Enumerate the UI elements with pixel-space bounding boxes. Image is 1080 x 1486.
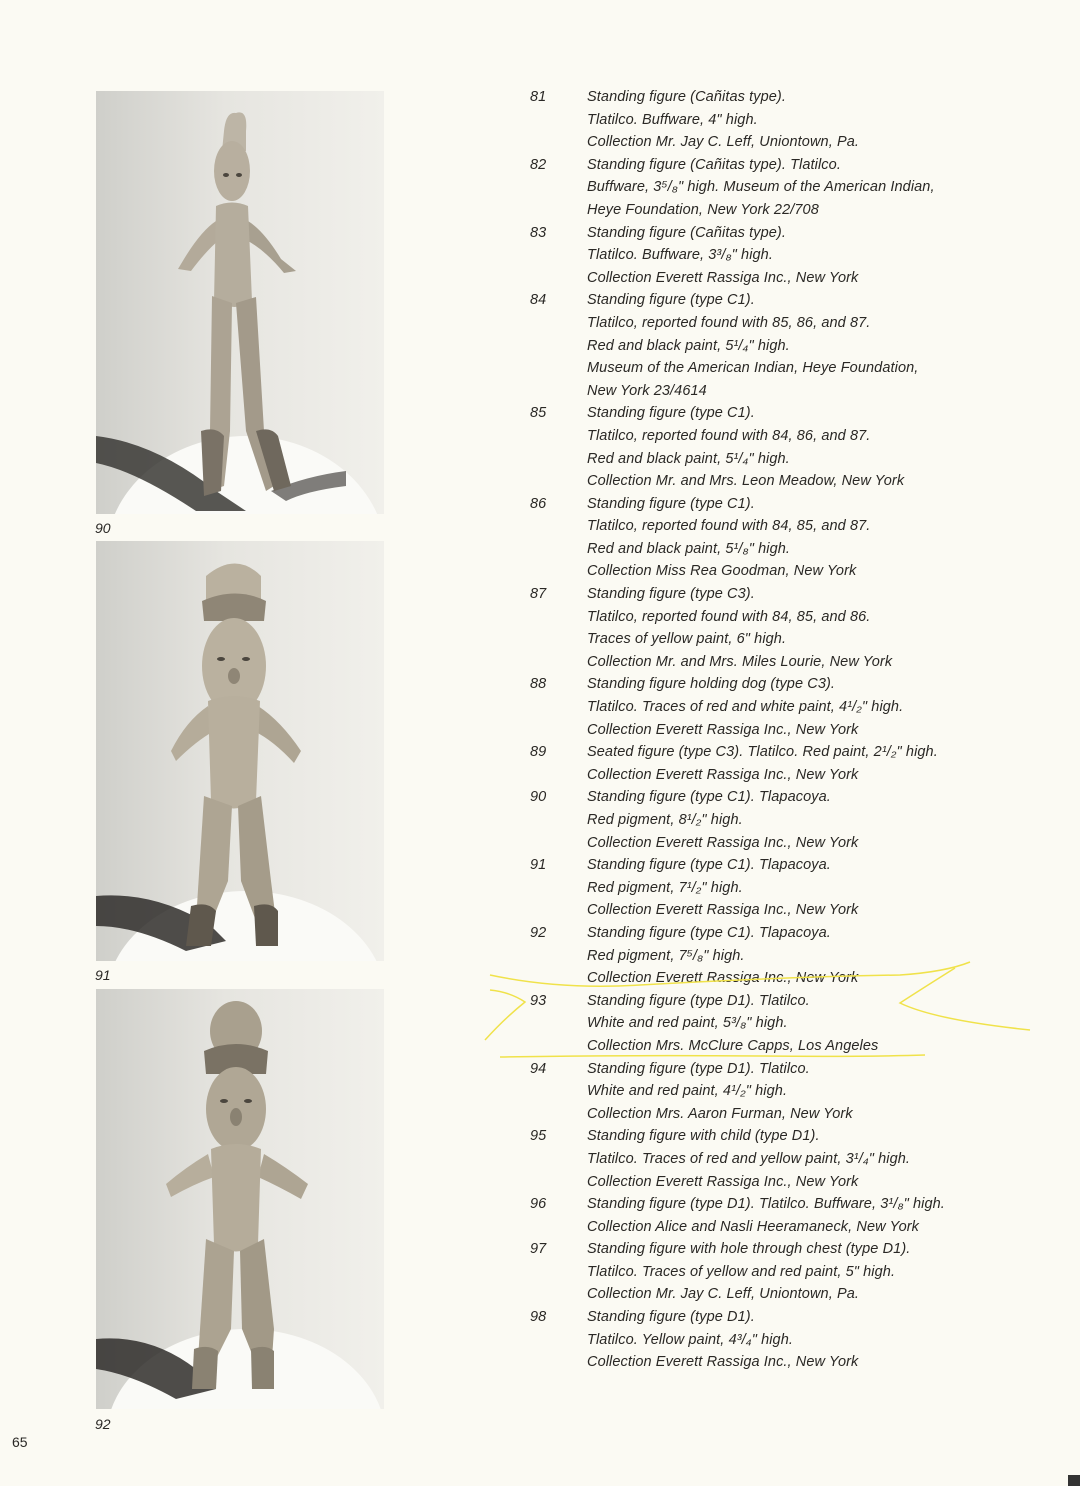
entry-line: Standing figure (Cañitas type). bbox=[587, 89, 786, 105]
catalog-entry-91 bbox=[520, 854, 980, 922]
catalog-entry-85 bbox=[520, 402, 980, 492]
entry-line: Collection Mr. Jay C. Leff, Uniontown, Pa. bbox=[587, 134, 860, 151]
entry-line: Tlatilco. Buffware, 3³/₈" high. bbox=[587, 247, 773, 264]
entry-description bbox=[587, 583, 980, 673]
scan-corner-mark bbox=[1068, 1475, 1080, 1486]
entry-line: Collection Everett Rassiga Inc., New York bbox=[587, 269, 859, 286]
entry-line: Collection Everett Rassiga Inc., New York bbox=[587, 970, 859, 987]
entry-line: Collection Mr. and Mrs. Miles Lourie, New York bbox=[587, 653, 893, 670]
entry-line: Buffware, 3⁵/₈" high. Museum of the American Indian, bbox=[587, 179, 935, 196]
entry-line: Tlatilco. Buffware, 4" high. bbox=[587, 111, 758, 128]
entry-line: Tlatilco. Traces of red and white paint, 4¹/₂" high. bbox=[587, 699, 904, 716]
entry-description bbox=[587, 1306, 980, 1374]
entry-line: Collection Alice and Nasli Heeramaneck, New York bbox=[587, 1218, 920, 1235]
entry-description bbox=[587, 922, 980, 990]
entry-description bbox=[587, 1125, 980, 1193]
figurine-illustration bbox=[96, 541, 384, 961]
entry-line: Traces of yellow paint, 6" high. bbox=[587, 631, 787, 648]
entry-line: Standing figure (type C1). Tlapacoya. bbox=[587, 857, 831, 874]
entry-description bbox=[587, 154, 980, 222]
entry-line: Standing figure (type D1). Tlatilco. Buffware, 3¹/₈" high. bbox=[587, 1196, 945, 1213]
entry-line: Collection Mr. and Mrs. Leon Meadow, New York bbox=[587, 473, 905, 490]
entry-line: Standing figure (type C1). Tlapacoya. bbox=[587, 789, 831, 806]
catalog-entry-82 bbox=[520, 154, 980, 222]
entry-number: 89 bbox=[530, 744, 547, 761]
entry-number: 98 bbox=[530, 1309, 547, 1326]
entry-line: Standing figure (Cañitas type). Tlatilco. bbox=[587, 156, 841, 173]
entry-number: 96 bbox=[530, 1196, 547, 1213]
entry-line: Collection Everett Rassiga Inc., New York bbox=[587, 721, 859, 738]
entry-line: Standing figure (type C1). bbox=[587, 292, 755, 309]
page-number: 65 bbox=[12, 1434, 28, 1450]
entry-line: Collection Everett Rassiga Inc., New York bbox=[587, 834, 859, 851]
entry-line: Heye Foundation, New York 22/708 bbox=[587, 201, 819, 218]
entry-description bbox=[587, 493, 980, 583]
entry-line: Tlatilco. Yellow paint, 4³/₄" high. bbox=[587, 1331, 794, 1348]
entry-line: Standing figure (type C3). bbox=[587, 586, 755, 603]
entry-line: Tlatilco, reported found with 84, 85, and 87. bbox=[587, 518, 871, 535]
figurine-photo-90 bbox=[96, 91, 384, 514]
entry-line: Red pigment, 7¹/₂" high. bbox=[587, 879, 743, 896]
entry-line: Standing figure (type C1). bbox=[587, 495, 755, 512]
catalog-entry-83 bbox=[520, 222, 980, 290]
entry-line: Collection Everett Rassiga Inc., New York bbox=[587, 766, 859, 783]
figure-caption-91: 91 bbox=[95, 967, 111, 983]
entry-line: Red pigment, 8¹/₂" high. bbox=[587, 812, 743, 828]
catalog-entry-97 bbox=[520, 1238, 980, 1306]
entry-line: Collection Everett Rassiga Inc., New York bbox=[587, 1173, 859, 1190]
entry-line: Collection Everett Rassiga Inc., New York bbox=[587, 1354, 859, 1371]
entry-number: 82 bbox=[530, 156, 547, 173]
entry-number: 95 bbox=[530, 1128, 547, 1145]
entry-line: Standing figure (type C1). bbox=[587, 405, 755, 422]
catalog-entry-86 bbox=[520, 493, 980, 583]
entry-number: 86 bbox=[530, 495, 547, 512]
entry-number: 90 bbox=[530, 789, 547, 806]
entry-description bbox=[587, 222, 980, 290]
entry-number: 81 bbox=[530, 89, 547, 105]
highlight-left-bracket bbox=[485, 990, 525, 1040]
catalog-entry-89 bbox=[520, 741, 980, 786]
catalog-entries bbox=[520, 86, 980, 1374]
entry-line: Red and black paint, 5¹/₄" high. bbox=[587, 337, 790, 354]
entry-line: Tlatilco, reported found with 84, 85, and 86. bbox=[587, 608, 871, 625]
entry-line: Collection Miss Rea Goodman, New York bbox=[587, 563, 857, 580]
entry-description bbox=[587, 289, 980, 402]
catalog-entry-94 bbox=[520, 1058, 980, 1126]
catalog-entry-81 bbox=[520, 86, 980, 154]
catalog-entry-88 bbox=[520, 673, 980, 741]
catalog-entry-93 bbox=[520, 990, 980, 1058]
entry-line: Tlatilco. Traces of yellow and red paint, 5" high. bbox=[587, 1263, 896, 1280]
catalog-entry-95 bbox=[520, 1125, 980, 1193]
figurine-photo-92 bbox=[96, 989, 384, 1409]
catalog-entry-98 bbox=[520, 1306, 980, 1374]
catalog-entry-87 bbox=[520, 583, 980, 673]
entry-number: 85 bbox=[530, 405, 547, 422]
entry-line: Tlatilco, reported found with 85, 86, and 87. bbox=[587, 314, 871, 331]
entry-description bbox=[587, 402, 980, 492]
entry-number: 88 bbox=[530, 676, 547, 693]
entry-line: Tlatilco. Traces of red and yellow paint, 3¹/₄" high. bbox=[587, 1150, 911, 1167]
entry-line: Standing figure (type D1). Tlatilco. bbox=[587, 1060, 810, 1077]
entry-number: 84 bbox=[530, 292, 547, 309]
entry-line: Red and black paint, 5¹/₄" high. bbox=[587, 450, 790, 467]
figure-caption-92: 92 bbox=[95, 1416, 111, 1432]
figurine-photo-91 bbox=[96, 541, 384, 961]
entry-line: Red pigment, 7⁵/₈" high. bbox=[587, 947, 745, 964]
entry-line: New York 23/4614 bbox=[587, 382, 707, 399]
entry-number: 93 bbox=[530, 992, 547, 1009]
entry-number: 91 bbox=[530, 857, 547, 874]
entry-description bbox=[587, 854, 980, 922]
entry-description bbox=[587, 1058, 980, 1126]
entry-description bbox=[587, 1238, 980, 1306]
entry-line: White and red paint, 4¹/₂" high. bbox=[587, 1083, 788, 1100]
entry-description bbox=[587, 786, 980, 854]
entry-line: Standing figure holding dog (type C3). bbox=[587, 676, 836, 693]
entry-line: Tlatilco, reported found with 84, 86, and 87. bbox=[587, 427, 871, 444]
catalog-entry-90 bbox=[520, 786, 980, 854]
entry-description bbox=[587, 990, 980, 1058]
entry-line: Standing figure with child (type D1). bbox=[587, 1128, 820, 1145]
figurine-illustration bbox=[96, 989, 384, 1409]
catalog-entry-96 bbox=[520, 1193, 980, 1238]
entry-line: Collection Mr. Jay C. Leff, Uniontown, Pa. bbox=[587, 1286, 860, 1303]
entry-line: Red and black paint, 5¹/₈" high. bbox=[587, 540, 791, 557]
entry-line: White and red paint, 5³/₈" high. bbox=[587, 1015, 788, 1032]
entry-line: Seated figure (type C3). Tlatilco. Red paint, 2¹/₂" high. bbox=[587, 744, 938, 761]
catalog-entry-84 bbox=[520, 289, 980, 402]
entry-line: Museum of the American Indian, Heye Foundation, bbox=[587, 360, 919, 377]
entry-line: Standing figure (type C1). Tlapacoya. bbox=[587, 924, 831, 941]
entry-number: 83 bbox=[530, 224, 547, 241]
entry-line: Collection Mrs. McClure Capps, Los Angeles bbox=[587, 1037, 879, 1054]
figure-caption-90: 90 bbox=[95, 520, 111, 536]
entry-line: Collection Mrs. Aaron Furman, New York bbox=[587, 1105, 853, 1122]
entry-line: Standing figure (type D1). Tlatilco. bbox=[587, 992, 810, 1009]
entry-line: Standing figure (type D1). bbox=[587, 1309, 755, 1326]
entry-description bbox=[587, 1193, 980, 1238]
entry-line: Collection Everett Rassiga Inc., New York bbox=[587, 902, 859, 919]
entry-line: Standing figure (Cañitas type). bbox=[587, 224, 786, 241]
entry-number: 87 bbox=[530, 586, 547, 603]
entry-number: 97 bbox=[530, 1241, 547, 1258]
entry-number: 94 bbox=[530, 1060, 547, 1077]
figurine-illustration bbox=[96, 91, 384, 514]
entry-description bbox=[587, 673, 980, 741]
entry-description bbox=[587, 86, 980, 154]
entry-description bbox=[587, 741, 980, 786]
entry-line: Standing figure with hole through chest (type D1). bbox=[587, 1241, 911, 1258]
catalog-entry-92 bbox=[520, 922, 980, 990]
entry-number: 92 bbox=[530, 924, 547, 941]
